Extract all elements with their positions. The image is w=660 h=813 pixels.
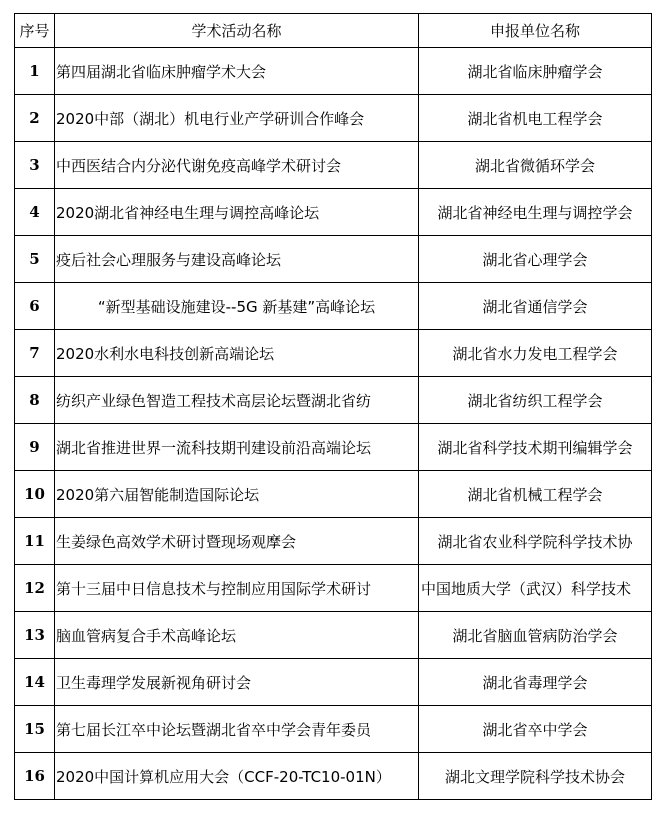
row-index: 5 bbox=[15, 236, 55, 283]
table-row bbox=[15, 142, 652, 189]
row-index: 1 bbox=[15, 48, 55, 95]
table-row bbox=[15, 706, 652, 753]
unit-name: 湖北省农业科学院科学技术协 bbox=[419, 518, 652, 565]
unit-name: 湖北省科学技术期刊编辑学会 bbox=[419, 424, 652, 471]
row-index: 2 bbox=[15, 95, 55, 142]
activity-name: 2020中部（湖北）机电行业产学研训合作峰会 bbox=[55, 95, 419, 142]
activity-name: 2020中国计算机应用大会（CCF-20-TC10-01N） bbox=[55, 753, 419, 800]
activity-name: 生姜绿色高效学术研讨暨现场观摩会 bbox=[55, 518, 419, 565]
activity-name: 第四届湖北省临床肿瘤学术大会 bbox=[55, 48, 419, 95]
row-index: 9 bbox=[15, 424, 55, 471]
table-row bbox=[15, 48, 652, 95]
row-index: 14 bbox=[15, 659, 55, 706]
row-index: 11 bbox=[15, 518, 55, 565]
activity-name: “新型基础设施建设--5G 新基建”高峰论坛 bbox=[55, 283, 419, 330]
activity-name: 疫后社会心理服务与建设高峰论坛 bbox=[55, 236, 419, 283]
activity-name: 中西医结合内分泌代谢免疫高峰学术研讨会 bbox=[55, 142, 419, 189]
table-row bbox=[15, 236, 652, 283]
table-header-row bbox=[15, 14, 652, 48]
activity-name: 第十三届中日信息技术与控制应用国际学术研讨 bbox=[55, 565, 419, 612]
table-row bbox=[15, 471, 652, 518]
table-row bbox=[15, 565, 652, 612]
activity-name: 2020水利水电科技创新高端论坛 bbox=[55, 330, 419, 377]
row-index: 6 bbox=[15, 283, 55, 330]
activity-name: 卫生毒理学发展新视角研讨会 bbox=[55, 659, 419, 706]
unit-name: 湖北省毒理学会 bbox=[419, 659, 652, 706]
document-page bbox=[14, 13, 652, 800]
unit-name: 湖北省临床肿瘤学会 bbox=[419, 48, 652, 95]
activity-name: 脑血管病复合手术高峰论坛 bbox=[55, 612, 419, 659]
row-index: 12 bbox=[15, 565, 55, 612]
table-row bbox=[15, 377, 652, 424]
row-index: 8 bbox=[15, 377, 55, 424]
table-row bbox=[15, 283, 652, 330]
row-index: 10 bbox=[15, 471, 55, 518]
unit-name: 湖北文理学院科学技术协会 bbox=[419, 753, 652, 800]
activity-name: 湖北省推进世界一流科技期刊建设前沿高端论坛 bbox=[55, 424, 419, 471]
unit-name: 湖北省心理学会 bbox=[419, 236, 652, 283]
unit-name: 湖北省脑血管病防治学会 bbox=[419, 612, 652, 659]
table-row bbox=[15, 189, 652, 236]
table-row bbox=[15, 612, 652, 659]
table-row bbox=[15, 330, 652, 377]
activity-name: 2020湖北省神经电生理与调控高峰论坛 bbox=[55, 189, 419, 236]
table-row bbox=[15, 424, 652, 471]
table-row bbox=[15, 518, 652, 565]
unit-name: 湖北省卒中学会 bbox=[419, 706, 652, 753]
unit-name: 湖北省纺织工程学会 bbox=[419, 377, 652, 424]
unit-name: 中国地质大学（武汉）科学技术 bbox=[419, 565, 652, 612]
row-index: 4 bbox=[15, 189, 55, 236]
row-index: 13 bbox=[15, 612, 55, 659]
row-index: 15 bbox=[15, 706, 55, 753]
activity-name: 第七届长江卒中论坛暨湖北省卒中学会青年委员 bbox=[55, 706, 419, 753]
unit-name: 湖北省微循环学会 bbox=[419, 142, 652, 189]
header-index: 序号 bbox=[15, 14, 55, 48]
row-index: 7 bbox=[15, 330, 55, 377]
row-index: 3 bbox=[15, 142, 55, 189]
table-row bbox=[15, 753, 652, 800]
unit-name: 湖北省机电工程学会 bbox=[419, 95, 652, 142]
activity-name: 纺织产业绿色智造工程技术高层论坛暨湖北省纺 bbox=[55, 377, 419, 424]
unit-name: 湖北省水力发电工程学会 bbox=[419, 330, 652, 377]
unit-name: 湖北省神经电生理与调控学会 bbox=[419, 189, 652, 236]
row-index: 16 bbox=[15, 753, 55, 800]
unit-name: 湖北省通信学会 bbox=[419, 283, 652, 330]
activity-name: 2020第六届智能制造国际论坛 bbox=[55, 471, 419, 518]
table-row bbox=[15, 95, 652, 142]
header-activity-name: 学术活动名称 bbox=[55, 14, 419, 48]
activity-table bbox=[14, 13, 652, 800]
table-row bbox=[15, 659, 652, 706]
unit-name: 湖北省机械工程学会 bbox=[419, 471, 652, 518]
header-unit-name: 申报单位名称 bbox=[419, 14, 652, 48]
